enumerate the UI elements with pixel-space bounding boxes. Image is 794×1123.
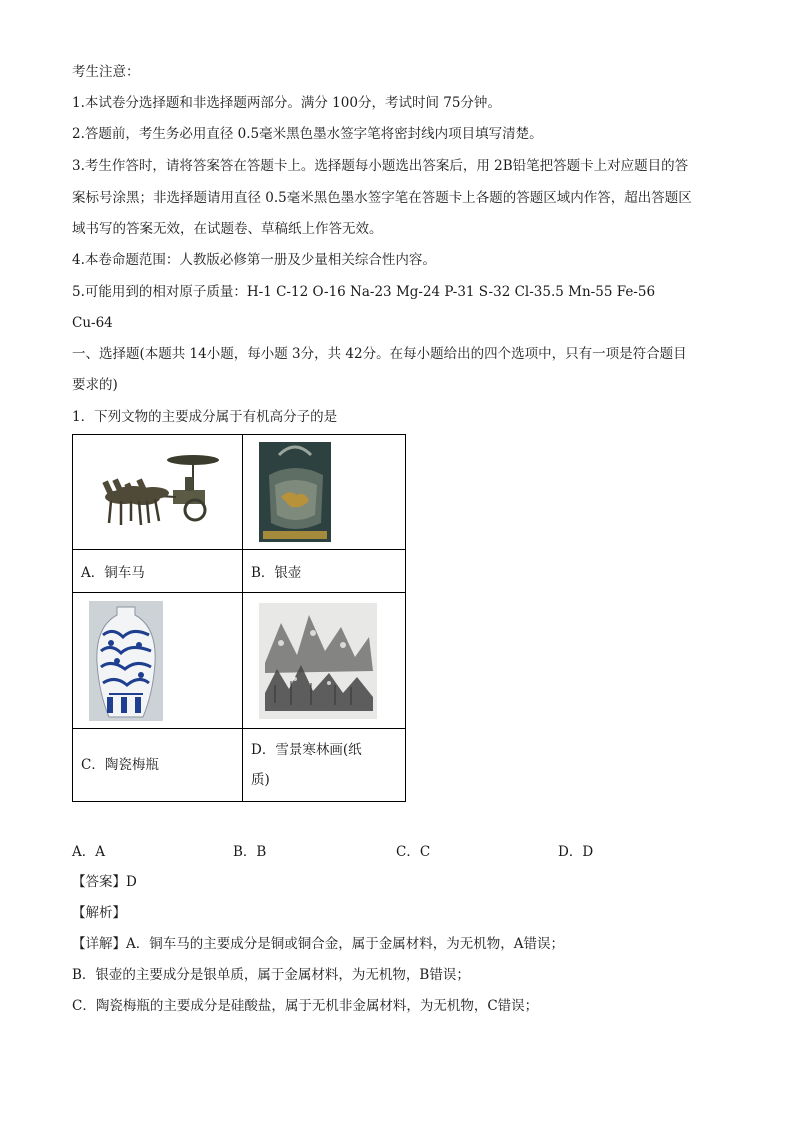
choice-a: A．A bbox=[72, 844, 105, 860]
answer-tag: 【答案】 bbox=[72, 874, 126, 890]
question-1-options-table bbox=[72, 434, 406, 802]
cell-label-d-line2: 质) bbox=[251, 772, 270, 788]
answer-value: D bbox=[126, 874, 137, 890]
answer-line bbox=[72, 872, 137, 892]
cell-label-a: A．铜车马 bbox=[73, 550, 243, 593]
notice-item-3c: 域书写的答案无效，在试题卷、草稿纸上作答无效。 bbox=[72, 221, 383, 237]
question-1-choices bbox=[72, 840, 722, 860]
choice-b: B．B bbox=[233, 844, 267, 860]
cell-label-c bbox=[73, 729, 243, 802]
detail-line-2: B．银壶的主要成分是银单质，属于金属材料，为无机物，B错误； bbox=[72, 967, 470, 983]
bronze-chariot-image bbox=[81, 435, 234, 549]
notice-heading: 考生注意： bbox=[72, 64, 140, 80]
silver-pot-image bbox=[251, 435, 397, 549]
cell-image-d bbox=[243, 593, 406, 729]
snow-forest-painting-image bbox=[251, 593, 397, 728]
notice-item-5-cont: Cu-64 bbox=[72, 315, 113, 331]
cell-label-d bbox=[243, 729, 406, 802]
notice-item-5: 5.可能用到的相对原子质量：H-1 C-12 O-16 Na-23 Mg-24 P-31 S-32 Cl-35.5 Mn-55 Fe-56 bbox=[72, 284, 656, 300]
notice-item-3a: 3.考生作答时，请将答案答在答题卡上。选择题每小题选出答案后，用 2B铅笔把答题卡上对应题目的答 bbox=[72, 158, 689, 174]
notice-item-2: 2.答题前，考生务必用直径 0.5毫米黑色墨水签字笔将密封线内项目填写清楚。 bbox=[72, 126, 543, 142]
choice-c: C．C bbox=[396, 844, 431, 860]
question-1-stem: 1．下列文物的主要成分属于有机高分子的是 bbox=[72, 409, 338, 425]
detail-line-3: C．陶瓷梅瓶的主要成分是硅酸盐，属于无机非金属材料，为无机物，C错误； bbox=[72, 998, 539, 1014]
detail-text-1: A．铜车马的主要成分是铜或铜合金，属于金属材料，为无机物，A错误； bbox=[126, 936, 564, 952]
detail-tag: 【详解】 bbox=[72, 936, 126, 952]
cell-image-c bbox=[73, 593, 243, 729]
cell-image-a bbox=[73, 435, 243, 550]
porcelain-vase-image bbox=[81, 593, 234, 728]
analysis-tag: 【解析】 bbox=[72, 905, 126, 921]
notice-item-3b: 案标号涂黑；非选择题请用直径 0.5毫米黑色墨水签字笔在答题卡上各题的答题区域内作答，超出答题区 bbox=[72, 190, 692, 206]
section-title-line1: 一、选择题(本题共 14小题，每小题 3分，共 42分。在每小题给出的四个选项中，只有一项是符合题目 bbox=[72, 346, 687, 362]
cell-label-b: B．银壶 bbox=[243, 550, 406, 593]
cell-image-b bbox=[243, 435, 406, 550]
notice-item-4: 4.本卷命题范围：人教版必修第一册及少量相关综合性内容。 bbox=[72, 252, 436, 268]
cell-label-d-line1: D．雪景寒林画(纸 bbox=[251, 742, 362, 758]
choice-d: D．D bbox=[558, 844, 594, 860]
notice-item-1: 1.本试卷分选择题和非选择题两部分。满分 100分，考试时间 75分钟。 bbox=[72, 95, 501, 111]
section-title-line2: 要求的) bbox=[72, 377, 118, 393]
cell-label-c-text: C．陶瓷梅瓶 bbox=[81, 757, 159, 773]
detail-line-1 bbox=[72, 934, 564, 954]
